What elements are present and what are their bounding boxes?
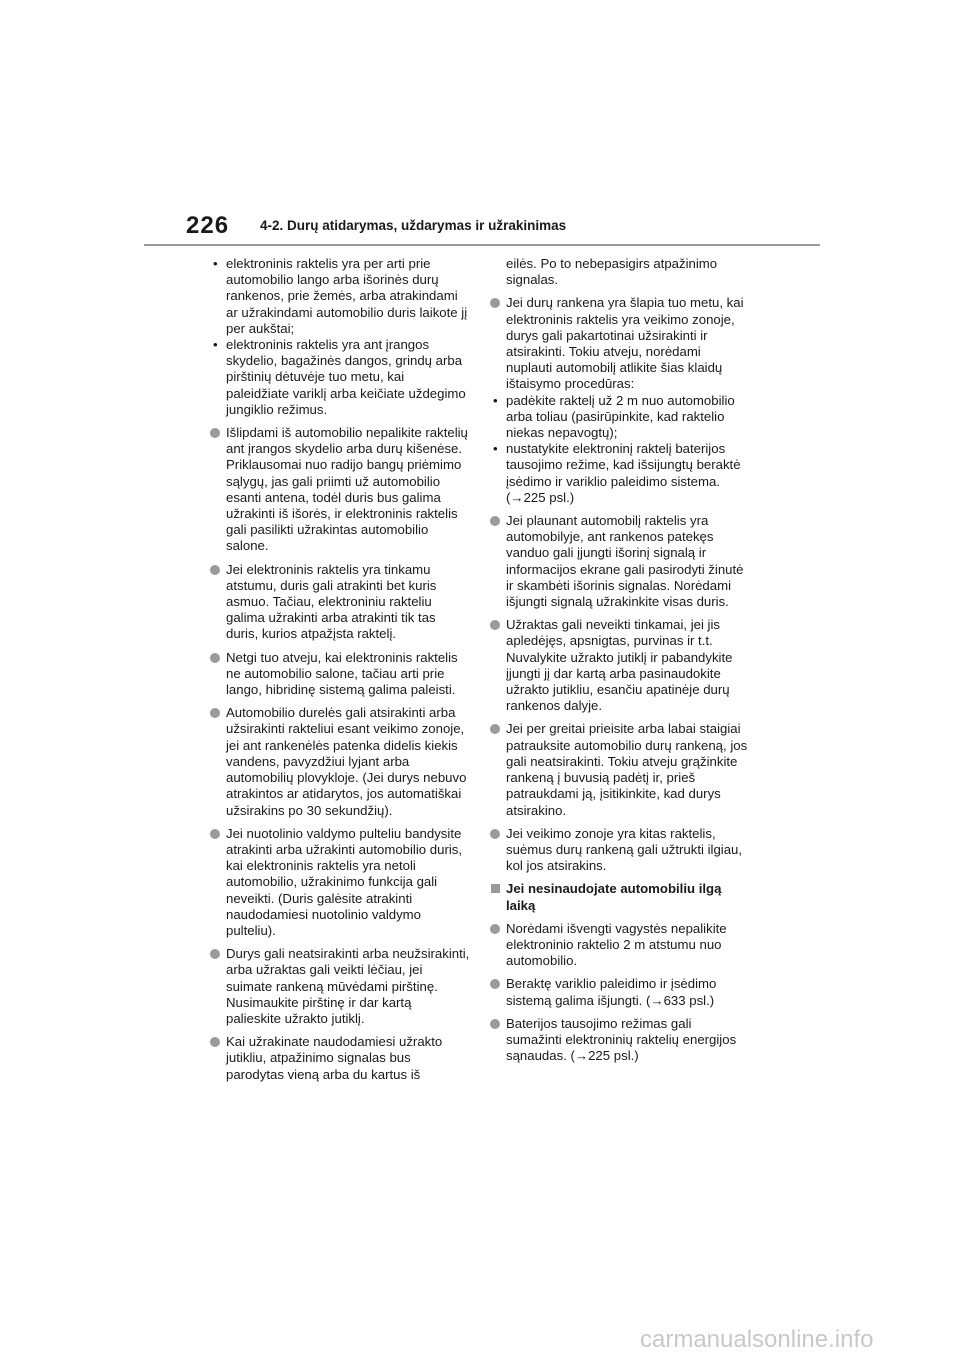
bullet-mark: • (213, 256, 218, 271)
info-item (210, 650, 470, 699)
info-item (490, 295, 750, 392)
info-item-text: Baterijos tausojimo režimas gali sumažinti elektroninių raktelių energijos sąnaudas. (→225 psl.) (506, 1015, 737, 1064)
info-item-text: Durys gali neatsirakinti arba neužsirakinti, arba užraktas gali veikti lėčiau, jei suimate rankeną mūvėdami pirštinę. Nusimaukite pirštinę ir dar kartą palieskite užrakto jutiklį. (226, 946, 470, 1026)
info-item (210, 425, 470, 555)
square-bullet-icon (491, 884, 500, 893)
section-heading (490, 881, 750, 913)
info-item (490, 1016, 750, 1065)
info-item-text: Netgi tuo atveju, kai elektroninis raktelis ne automobilio salone, tačiau arti prie lango, hibridinę sistemą galima paleisti. (226, 649, 458, 698)
info-item (210, 1034, 470, 1083)
info-item-text: Jei per greitai prieisite arba labai staigiai patrauksite automobilio durų rankeną, jos gali neatsirakinti. Tokiu atveju grąžinkite rankeną į buvusią padėtį ir, prieš patraukdami ją, įsitikinkite, kad durys atsirakino. (506, 721, 748, 818)
info-item-text: Jei elektroninis raktelis yra tinkamu atstumu, duris gali atrakinti bet kuris asmuo. Tačiau, elektroniniu rakteliu galima užrakinti arba atrakinti tik tas duris, kurios atpažįsta raktelį. (226, 561, 437, 642)
info-item (490, 721, 750, 818)
circle-bullet-icon (210, 949, 220, 959)
circle-bullet-icon (490, 924, 500, 934)
list-item-text: elektroninis raktelis yra per arti prie automobilio lango arba išorinės durų rankenos, prie žemės, arba atrakindami ar užrakindami automobilio duris laikote jį per aukštai; (226, 256, 468, 336)
left-column (210, 256, 470, 1090)
circle-bullet-icon (210, 653, 220, 663)
circle-bullet-icon (210, 1037, 220, 1047)
info-item (210, 562, 470, 643)
info-item-text: Išlipdami iš automobilio nepalikite raktelių ant įrangos skydelio arba durų kišenėse. Priklausomai nuo radijo bangų priėmimo sąlygų, jas gali priimti už automobilio esanti antena, todėl duris bus galima užrakinti iš išorės, ir elektroninis raktelis gali pasilikti užrakintas automobilio salone. (226, 425, 468, 554)
list-item-text: elektroninis raktelis yra ant įrangos skydelio, bagažinės dangos, grindų arba pirštinių dėtuvėje tuo metu, kai paleidžiate variklį arba keičiate uždegimo jungiklio režimus. (226, 337, 466, 417)
bullet-mark: • (493, 392, 498, 408)
info-item (210, 705, 470, 818)
list-item (210, 256, 470, 337)
info-item (210, 946, 470, 1027)
chapter-title: 4-2. Durų atidarymas, uždarymas ir užrakinimas (260, 218, 567, 233)
circle-bullet-icon (490, 1019, 500, 1029)
circle-bullet-icon (490, 979, 500, 989)
right-column (490, 256, 750, 1071)
info-item (210, 826, 470, 939)
circle-bullet-icon (210, 565, 220, 575)
circle-bullet-icon (210, 428, 220, 438)
info-item (490, 513, 750, 610)
list-item (490, 441, 750, 506)
intro-bullet-list (210, 256, 470, 418)
circle-bullet-icon (490, 724, 500, 734)
info-item-text: Užraktas gali neveikti tinkamai, jei jis apledėjęs, apsnigtas, purvinas ir t.t. Nuvalykite užrakto jutiklį ir pabandykite įjungti jį dar kartą arba pasinaudokite užrakto jutikliu, esančiu apatinėje durų rankenos dalyje. (506, 617, 733, 714)
list-item (490, 393, 750, 442)
list-item-text: nustatykite elektroninį raktelį baterijos tausojimo režime, kad išsijungtų beraktė įsėdimo ir variklio paleidimo sistema. (→225 psl.) (506, 441, 741, 505)
info-item (490, 921, 750, 970)
circle-bullet-icon (490, 298, 500, 308)
circle-bullet-icon (490, 620, 500, 630)
info-item (490, 976, 750, 1008)
list-item (210, 337, 470, 418)
section-heading-text: Jei nesinaudojate automobiliu ilgą laiką (506, 881, 722, 913)
info-item (490, 617, 750, 714)
circle-bullet-icon (490, 516, 500, 526)
info-item-text: Jei veikimo zonoje yra kitas raktelis, suėmus durų rankeną gali užtrukti ilgiau, kol jos atsirakins. (506, 825, 743, 874)
info-item (490, 826, 750, 875)
info-item-text: Beraktę variklio paleidimo ir įsėdimo sistemą galima išjungti. (→633 psl.) (506, 976, 717, 1008)
page-number: 226 (186, 212, 230, 239)
watermark: carmanualsonline.info (640, 1326, 874, 1353)
circle-bullet-icon (210, 708, 220, 718)
info-item-text: Automobilio durelės gali atsirakinti arba užsirakinti rakteliui esant veikimo zonoje, jei ant rankenėlės patenka didelis kiekis vandens, pavyzdžiui lyjant arba automobilių plovykloje. (Jei durys nebuvo atrakintos ar atidarytos, jos automatiškai užsirakins po 30 sekundžių). (226, 705, 467, 818)
info-item-text: Norėdami išvengti vagystės nepalikite elektroninio raktelio 2 m atstumu nuo automobilio. (506, 920, 727, 969)
info-item-text: Jei durų rankena yra šlapia tuo metu, kai elektroninis raktelis yra veikimo zonoje, durys gali pakartotinai užsirakinti ir atsirakinti. Tokiu atveju, norėdami nuplauti automobilį atlikite šias klaidų ištaisymo procedūras: (506, 295, 744, 392)
info-item-text: Kai užrakinate naudodamiesi užrakto jutikliu, atpažinimo signalas bus parodytas vieną arba du kartus iš (226, 1034, 443, 1082)
circle-bullet-icon (210, 829, 220, 839)
header-divider (144, 244, 820, 246)
bullet-mark: • (493, 441, 498, 457)
continued-text: eilės. Po to nebepasigirs atpažinimo signalas. (506, 256, 718, 288)
info-item-text: Jei nuotolinio valdymo pulteliu bandysite atrakinti arba užrakinti automobilio duris, kai elektroninis raktelis yra netoli automobilio, užrakinimo funkcija gali neveikti. (Duris galėsite atrakinti naudodamiesi nuotolinio valdymo pulteliu). (226, 825, 463, 938)
list-item-text: padėkite raktelį už 2 m nuo automobilio arba toliau (pasirūpinkite, kad raktelio niekas nepavogtų); (506, 392, 735, 441)
bullet-mark: • (213, 337, 218, 353)
circle-bullet-icon (490, 829, 500, 839)
procedure-bullet-list (490, 393, 750, 506)
info-item-text: Jei plaunant automobilį raktelis yra automobilyje, ant rankenos patekęs vanduo gali įjungti išorinį signalą ir informacijos ekrane gali pasirodyti žinutė ir skambėti išorinis signalas. Norėdami išjungti signalą užrakinkite visas duris. (506, 513, 744, 610)
